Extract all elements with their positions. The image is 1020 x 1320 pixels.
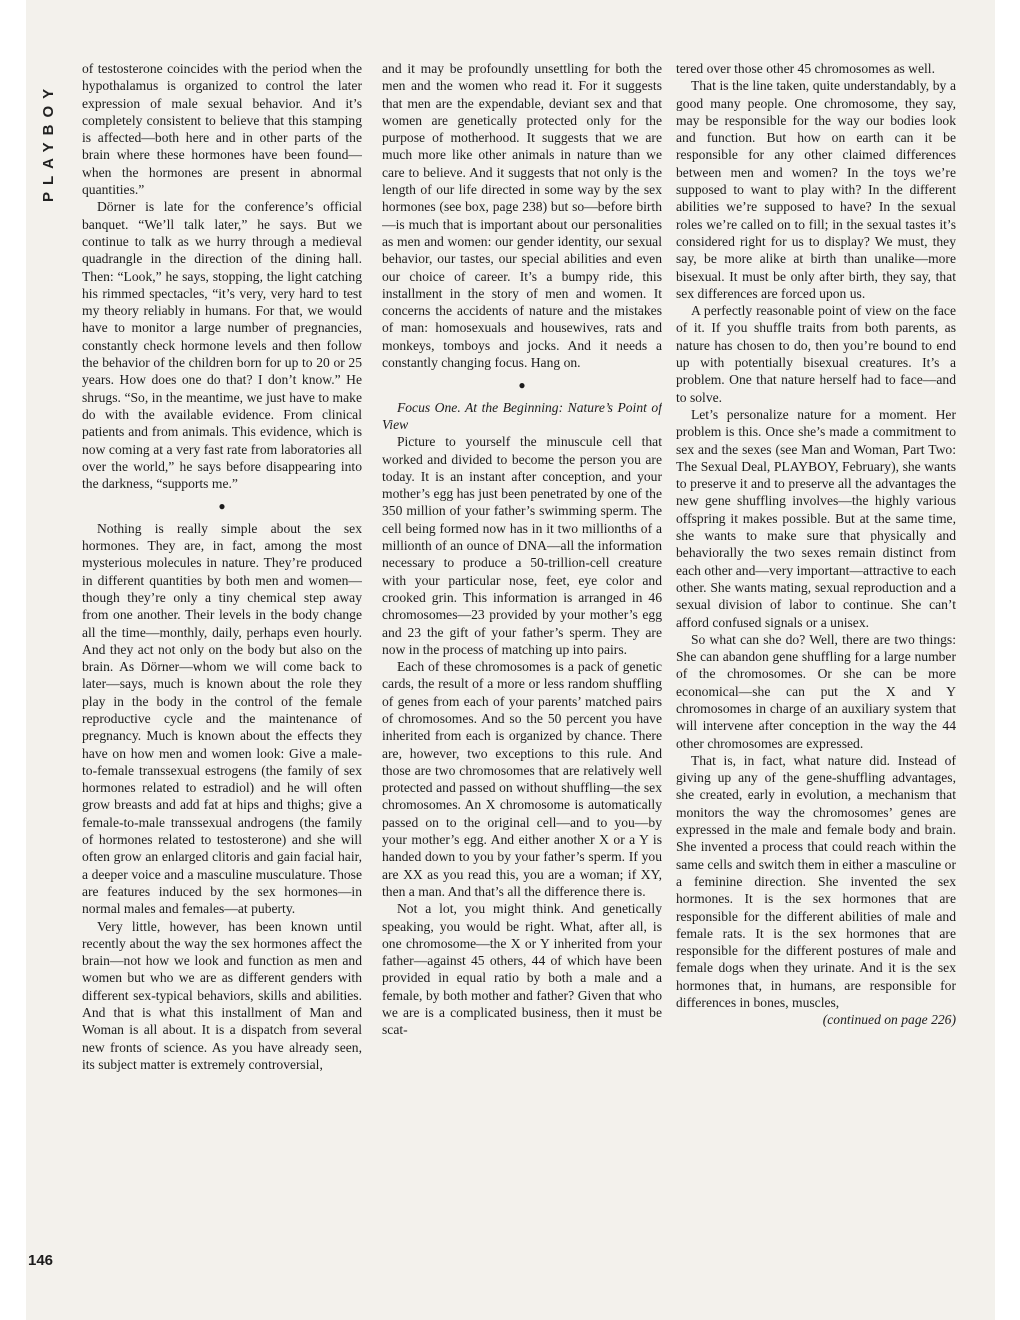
section-bullet: ● — [218, 499, 226, 514]
paragraph: That is the line taken, quite understandably, by a good many people. One chromosome, they say, may be responsible for the way our bodies look and function. But how on earth can it be responsible for any other claimed differences between men and women? In the toys we’re supposed to want to play with? In the different abilities we’re supposed to have? In the sexual roles we’re called on to fill; in the sexual tastes it’s considered right for us to display? We must, they say, be more alike at birth than unalike—more bisexual. It must be only after birth, they say, that sex differences are forced upon us. — [676, 78, 956, 301]
column-1 — [82, 60, 362, 1280]
section-heading: Focus One. At the Beginning: Nature’s Point of View — [382, 399, 662, 432]
paragraph: and it may be profoundly unsettling for both the men and the women who read it. For it suggests that men are the expendable, deviant sex and that women are genetically protected only for the purpose of motherhood. It suggests that we are much more like other animals in nature than we care to believe. And it suggests that not only is the length of our life directed in some way by the sex hormones (see box, page 238) but so—before birth—is much that is important about our personalities as men and women: our gender identity, our sexual behavior, our tastes, our special abilities and even our choice of career. It’s a bumpy ride, this installment in the story of men and women. It concerns the accidents of nature and the mistakes of man: homosexuals and housewives, rats and monkeys, tomboys and jocks. And it needs a constantly changing focus. Hang on. — [382, 61, 662, 371]
column-3 — [676, 60, 956, 1280]
paragraph: of testosterone coincides with the period when the hypothalamus is organized to control the later expression of male sexual behavior. And it’s completely consistent to believe that this stamping is affected—both here and in other parts of the brain where these hormones have been found—when the hormones are present in abnormal quantities.” — [82, 61, 362, 198]
paragraph: Very little, however, has been known until recently about the way the sex hormones affect the brain—not how we look and function as men and women but who we are as different genders with different sex-typical behaviors, skills and abilities. And that is what this installment of Man and Woman is all about. It is a dispatch from several new fronts of science. As you have already seen, its subject matter is extremely controversial, — [82, 918, 362, 1072]
paragraph: Dörner is late for the conference’s official banquet. “We’ll talk later,” he says. But we continue to talk as we hurry through a medieval quadrangle in the direction of the dining hall. Then: “Look,” he says, stopping, the light catching his rimmed spectacles, “it’s very, very hard to test my theory reliably in humans. For that, we would have to monitor a large number of pregnancies, constantly check hormone levels and then follow the behavior of the children born for up to 20 or 25 years. How does one do that? I don’t know.” He shrugs. “So, in the meantime, we just have to make do with the available evidence. From clinical patients and from animals. This evidence, which is now coming at a very fast rate from laboratories all over the world,” he says before disappearing into the darkness, “supports me.” — [82, 199, 362, 492]
paragraph: Nothing is really simple about the sex hormones. They are, in fact, among the most mysterious molecules in nature. They’re produced in different quantities by both men and women—though they’re only a tiny chemical step away from one another. Their levels in the body change all the time—monthly, daily, perhaps even hourly. And they act not only on the body but also on the brain. As Dörner—whom we will come back to later—says, much is known about the role they play in the body in the control of the female reproductive cycle and the maintenance of pregnancy. Much is known about the effects they have on how men and women look: Give a male-to-female transsexual estrogens (the family of sex hormones related to estradiol) and he will often grow breasts and add fat at hips and thighs; give a female-to-male transsexual androgens (the family of hormones related to testosterone) and she will often grow an enlarged clitoris and gain facial hair, a deeper voice and a masculine musculature. Those are features induced by the sex hormones—in normal males and females—at puberty. — [82, 520, 362, 917]
paragraph: Not a lot, you might think. And genetically speaking, you would be right. What, after all, is one chromosome—the X or Y inherited from your father—against 45 others, 44 of which have been provided in equal ratio by both a male and a female, by both mother and father? Given that who we are is a complicated business, then it must be scat- — [382, 901, 662, 1038]
section-bullet: ● — [518, 378, 526, 393]
page-number: 146 — [28, 1252, 54, 1269]
paragraph: That is, in fact, what nature did. Instead of giving up any of the gene-shuffling advantages, she created, early in evolution, a mechanism that monitors the way the chromosomes’ genes are expressed in the male and female body and brain. She invented a process that could reach within the same cells and switch them in either a masculine or a feminine direction. She invented the sex hormones. It is the sex hormones that are responsible for the different abilities of male and female rats. It is the sex hormones that are responsible for the different postures of male and female dogs when they urinate. And it is the sex hormones that, in humans, are responsible for differences in bones, muscles, — [676, 752, 956, 1011]
paragraph: Let’s personalize nature for a moment. Her problem is this. Once she’s made a commitment to sex and the sexes (see Man and Woman, Part Two: The Sexual Deal, PLAYBOY, February), she wants to preserve it and to preserve all the advantages the new gene shuffling involves—the highly various offspring it makes possible. But at the same time, she wants to make sure that physically and behaviorally the two sexes remain distinct from each other and—very important—attractive to each other. She wants mating, sexual reproduction and a sexual division of labor to continue. She can’t afford confused signals or a unisex. — [676, 406, 956, 630]
masthead: PLAYBOY — [40, 81, 57, 203]
paragraph: So what can she do? Well, there are two things: She can abandon gene shuffling for a large number of the chromosomes. Or she can be more economical—she can put the X and Y chromosomes in charge of an auxiliary system that will intervene after conception in the way the 44 other chromosomes are expressed. — [676, 631, 956, 751]
paragraph: Each of these chromosomes is a pack of genetic cards, the result of a more or less random shuffling of genes from each of your parents’ matched pairs of chromosomes. And so the 50 percent you have inherited from each is organized by chance. There are, however, two exceptions to this rule. And those are two chromosomes that are relatively well protected and passed on without shuffling—the sex chromosomes. An X chromosome is automatically passed on to the original cell—and to you—by your mother’s egg. And either another X or a Y is handed down to you by your father’s sperm. If you are XX as you read this, you are a woman; if XY, then a man. And that’s all the difference there is. — [382, 659, 662, 899]
magazine-page — [26, 0, 995, 1320]
paragraph: A perfectly reasonable point of view on the face of it. If you shuffle traits from both parents, as nature has chosen to do, then you’re bound to end up with potentially bisexual creatures. It’s a problem. One that nature herself had to face—and to solve. — [676, 303, 956, 405]
paragraph: Picture to yourself the minuscule cell that worked and divided to become the person you are today. It is an instant after conception, and your mother’s egg has just been penetrated by one of the 350 million of your father’s swimming sperm. The cell being formed now has in it two millionths of a millionth of an ounce of DNA—all the information necessary to produce a 50-trillion-cell creature with your particular nose, feet, eye color and crooked grin. This information is arranged in 46 chromosomes—23 provided by your mother’s egg and 23 the gift of your father’s sperm. They are now in the process of matching up into pairs. — [382, 434, 662, 657]
paragraph: tered over those other 45 chromosomes as well. — [676, 61, 935, 76]
column-2 — [382, 60, 662, 1280]
continued-note: (continued on page 226) — [822, 1012, 956, 1028]
